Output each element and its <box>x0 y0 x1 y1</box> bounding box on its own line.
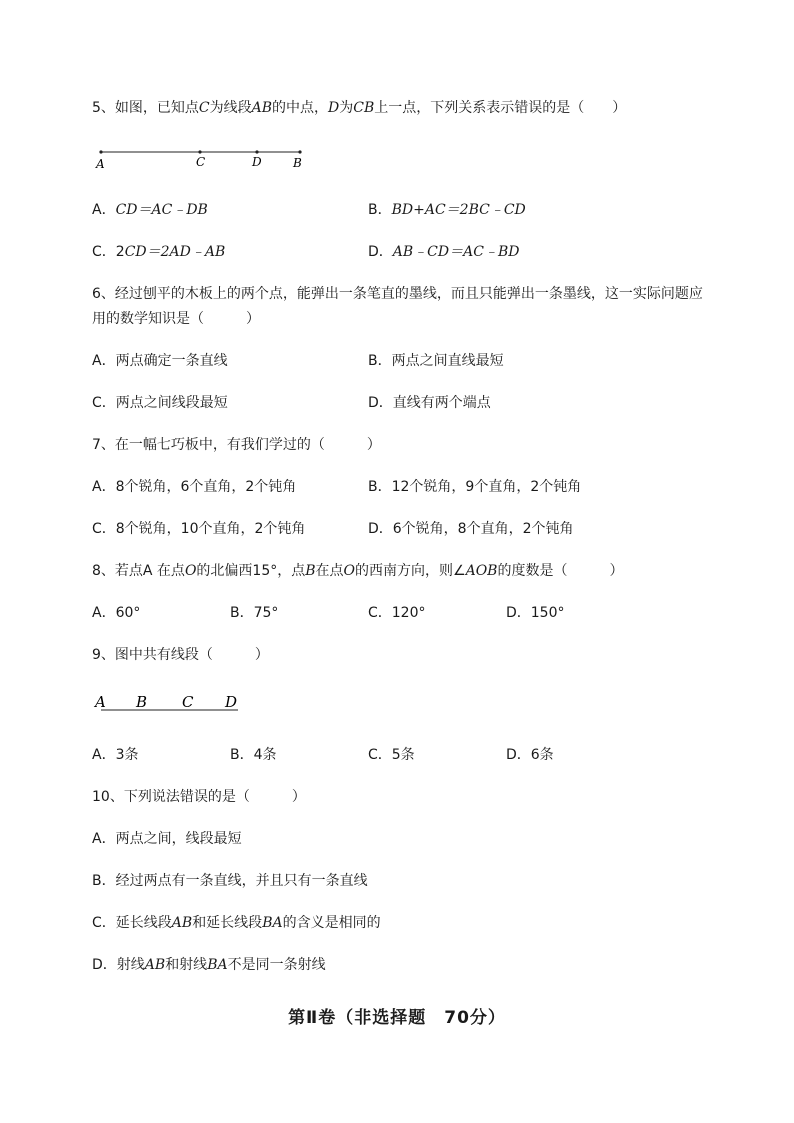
q10-option-c: C．延长线段AB和延长线段BA的含义是相同的 <box>92 915 381 931</box>
q8-option-a: A．60° <box>92 605 141 621</box>
q9-label-a: A <box>95 693 106 711</box>
q9-stem: 9、图中共有线段（ ） <box>92 647 269 663</box>
q5-option-d: D．AB﹣CD＝AC﹣BD <box>368 244 520 260</box>
q5-point-c <box>198 150 201 153</box>
q9-option-d: D．6条 <box>506 747 554 763</box>
q7-option-d: D．6个锐角，8个直角，2个钝角 <box>368 521 574 537</box>
q7-option-a: A．8个锐角，6个直角，2个钝角 <box>92 479 297 495</box>
q5-label-c: C <box>196 155 206 169</box>
q9-option-c: C．5条 <box>368 747 415 763</box>
q8-option-b: B．75° <box>230 605 279 621</box>
q9-label-d: D <box>225 693 238 711</box>
q6-stem-line1: 6、经过刨平的木板上的两个点，能弹出一条笔直的墨线，而且只能弹出一条墨线，这一实际问题应 <box>92 286 703 302</box>
q6-option-d: D．直线有两个端点 <box>368 395 491 411</box>
q5-option-b: B．BD+AC＝2BC﹣CD <box>368 202 526 218</box>
q5-label-d: D <box>252 155 262 169</box>
q10-option-a: A．两点之间，线段最短 <box>92 831 242 847</box>
q10-option-d: D．射线AB和射线BA不是同一条射线 <box>92 957 326 973</box>
q8-option-d: D．150° <box>506 605 565 621</box>
q5-point-b <box>298 150 301 153</box>
q5-label-a: A <box>96 157 105 171</box>
q8-stem: 8、若点A 在点O的北偏西15°，点B在点O的西南方向，则∠AOB的度数是（ ） <box>92 563 624 579</box>
q9-option-b: B．4条 <box>230 747 277 763</box>
section-heading: 第Ⅱ卷（非选择题 70分） <box>288 1008 506 1028</box>
q10-stem: 10、下列说法错误的是（ ） <box>92 789 306 805</box>
q7-option-b: B．12个锐角，9个直角，2个钝角 <box>368 479 582 495</box>
q6-option-c: C．两点之间线段最短 <box>92 395 228 411</box>
q5-point-a <box>99 150 102 153</box>
q9-label-c: C <box>182 693 194 711</box>
q7-stem: 7、在一幅七巧板中，有我们学过的（ ） <box>92 437 381 453</box>
q9-label-b: B <box>136 693 148 711</box>
q7-option-c: C．8个锐角，10个直角，2个钝角 <box>92 521 306 537</box>
q9-option-a: A．3条 <box>92 747 139 763</box>
q5-point-d <box>255 150 258 153</box>
q6-option-b: B．两点之间直线最短 <box>368 353 504 369</box>
q5-label-b: B <box>293 156 302 170</box>
q10-option-b: B．经过两点有一条直线，并且只有一条直线 <box>92 873 368 889</box>
q5-option-c: C．2CD＝2AD﹣AB <box>92 244 226 260</box>
q5-stem: 5、如图，已知点C为线段AB的中点，D为CB上一点，下列关系表示错误的是（ ） <box>92 100 627 116</box>
q9-segment-figure <box>90 688 250 718</box>
q5-segment-figure <box>90 140 320 175</box>
q6-option-a: A．两点确定一条直线 <box>92 353 228 369</box>
q6-stem-line2: 用的数学知识是（ ） <box>92 311 260 327</box>
q8-option-c: C．120° <box>368 605 426 621</box>
q5-option-a: A．CD＝AC﹣DB <box>92 202 208 218</box>
